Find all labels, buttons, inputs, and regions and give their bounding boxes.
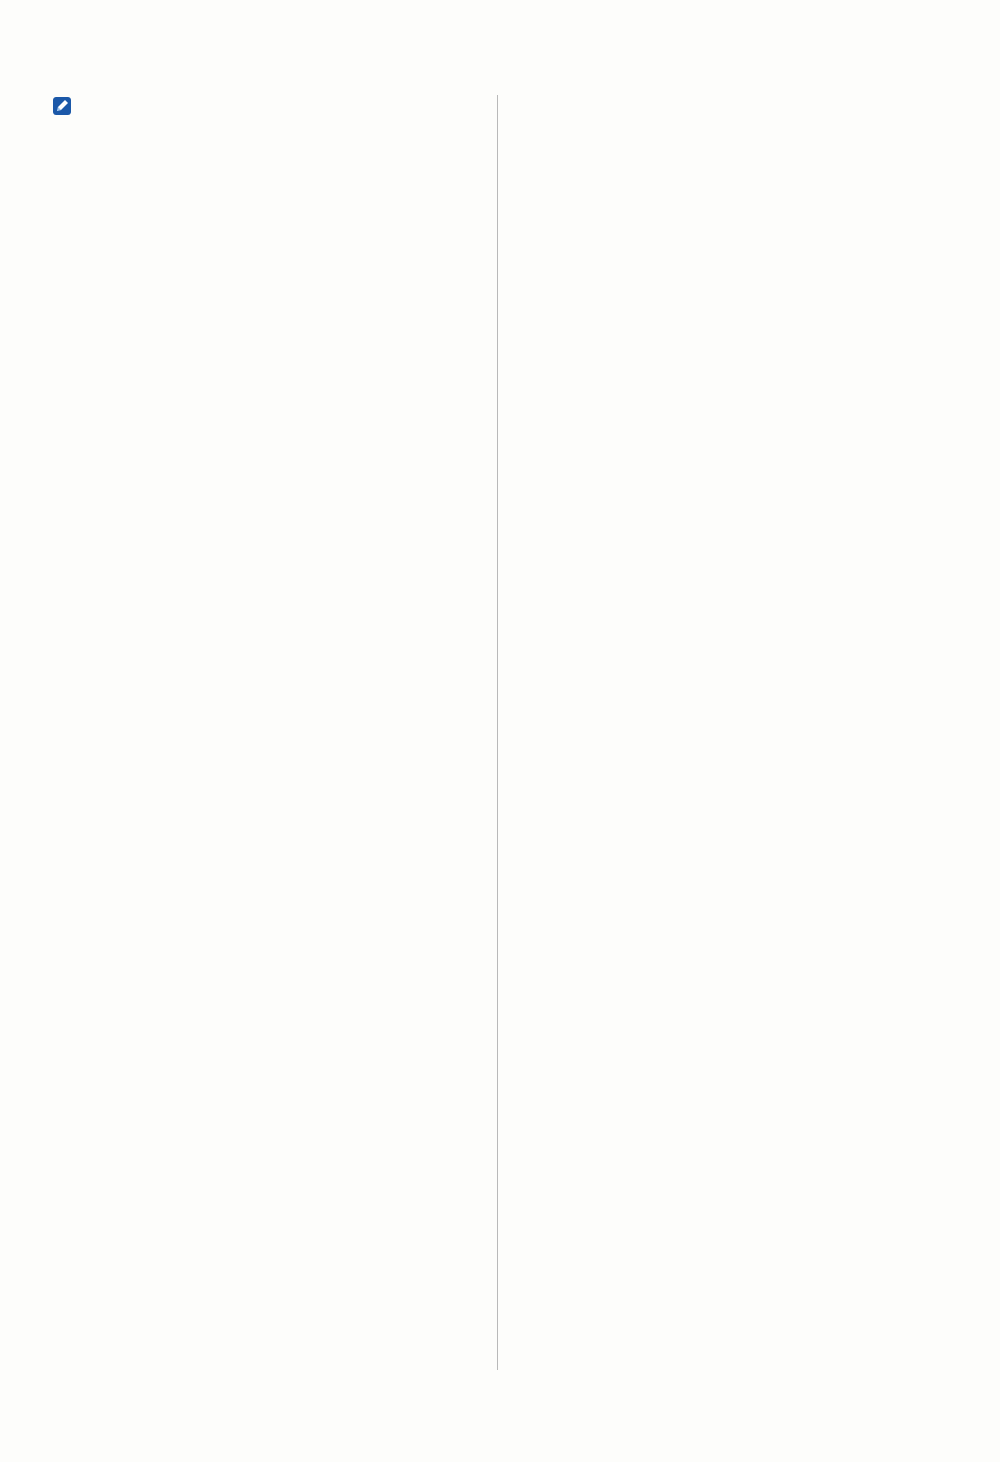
section-heading: [52, 88, 492, 124]
corner-logo: [788, 1346, 988, 1456]
column-divider: [497, 95, 498, 1370]
left-column: [52, 88, 492, 124]
pencil-icon: [52, 96, 72, 116]
